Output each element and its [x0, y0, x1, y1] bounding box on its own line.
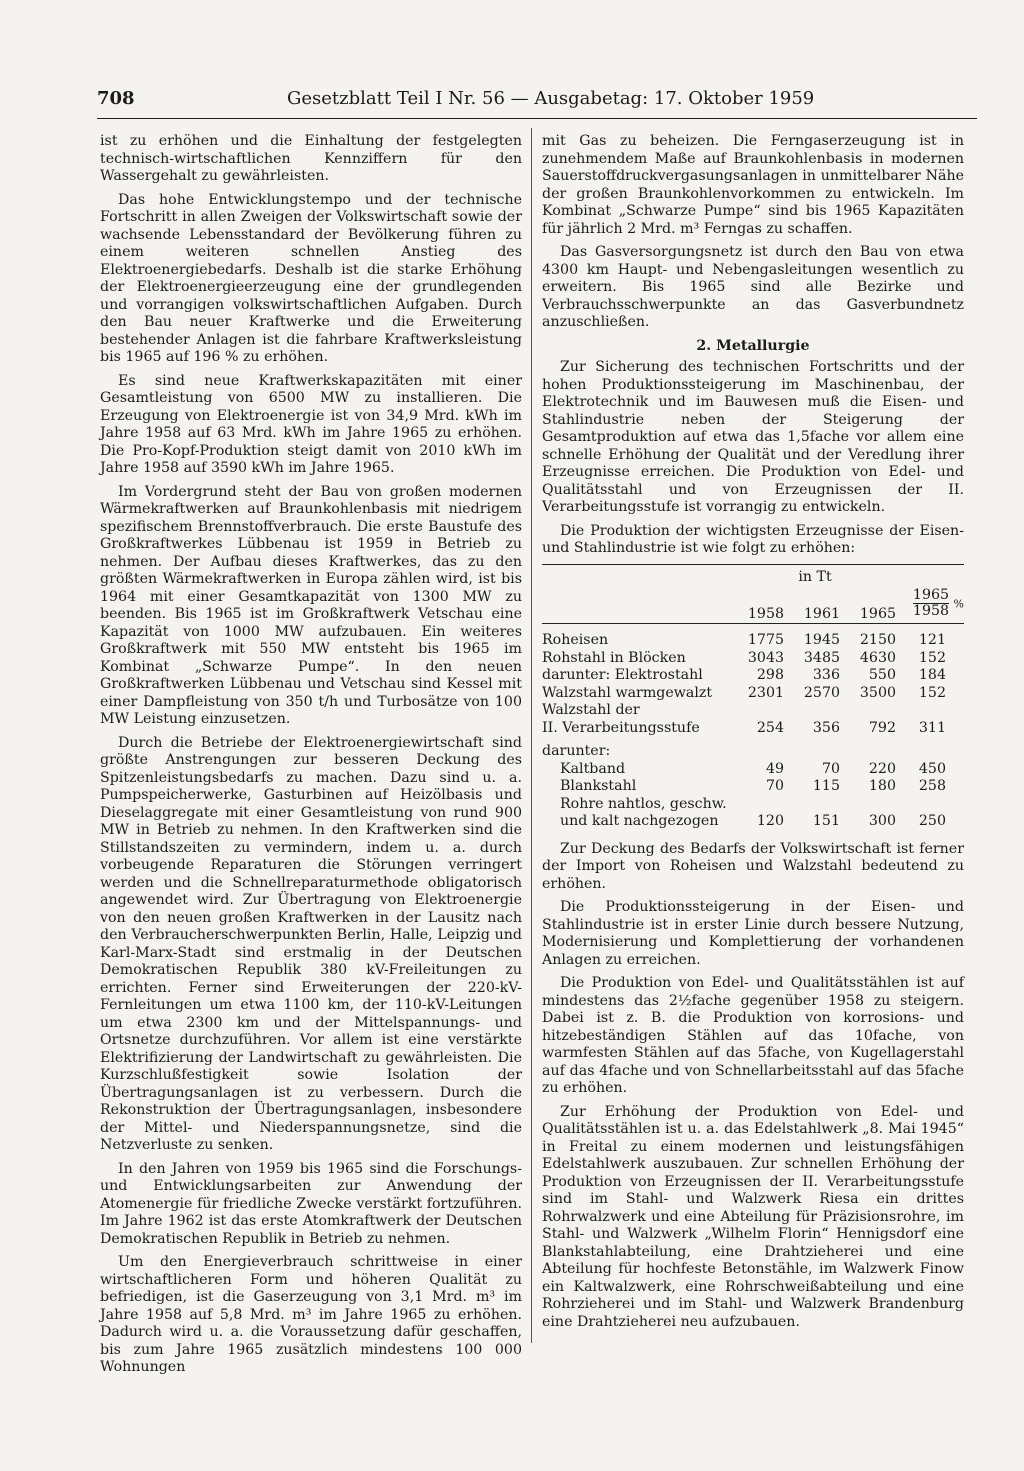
column-header-1965: 1965: [859, 605, 896, 622]
unit-header: in Tt: [798, 568, 832, 585]
production-table: [542, 564, 964, 831]
left-column: [100, 133, 522, 1383]
paragraph: mit Gas zu beheizen. Die Ferngaserzeugung ist in zunehmendem Maße auf Braunkohlenbasis in modernen Sauerstoffdruckvergasungsanlagen in unmittelbarer Nähe der großen Braunkohlenvorkommen zu entwickeln. Im Kombinat „Schwarze Pumpe“ sind bis 1965 Kapazitäten für jährlich 2 Mrd. m³ Ferngas zu schaffen.: [542, 133, 964, 237]
paragraph: Das Gasversorgungsnetz ist durch den Bau von etwa 4300 km Haupt- und Nebengasleitungen wesentlich zu erweitern. Bis 1965 sind alle Bezirke und Verbrauchsschwerpunkte an das Gasverbundnetz anzuschließen.: [542, 244, 964, 330]
column-header-1961: 1961: [803, 605, 840, 622]
section-heading: 2. Metallurgie: [696, 337, 810, 354]
ratio-unit: %: [953, 597, 964, 611]
table-row: Walzstahl der: [542, 702, 640, 718]
right-column: [542, 133, 964, 1337]
paragraph: In den Jahren von 1959 bis 1965 sind die Forschungs- und Entwicklungsarbeiten zur Anwendung der Atomenergie für friedliche Zwecke verstärkt fortzuführen. Im Jahre 1962 ist das erste Atomkraftwerk der Deutschen Demokratischen Republik in Betrieb zu nehmen.: [100, 1160, 522, 1247]
paragraph: Zur Deckung des Bedarfs der Volkswirtschaft ist ferner der Import von Roheisen und Walzstahl bedeutend zu erhöhen.: [542, 840, 964, 892]
column-header-1958: 1958: [747, 605, 784, 622]
column-divider: [531, 128, 532, 1343]
table-row: Rohstahl in Blöcken 3043 3485 4630 152: [542, 649, 946, 666]
table-row: Rohre nahtlos, geschw.: [560, 795, 727, 812]
table-row: darunter:: [542, 743, 611, 759]
paragraph: Das hohe Entwicklungstempo und der technische Fortschritt in allen Zweigen der Volkswirtschaft sowie der wachsende Lebensstandard der Bevölkerung führen zu einem weiteren schnellen Anstieg des Elektroenergiebedarfs. Deshalb ist die starke Erhöhung der Elektroenergieerzeugung eine der grundlegenden und vorrangigen volkswirtschaftlichen Aufgaben. Durch den Bau neuer Kraftwerke und die Erweiterung bestehender Anlagen ist die fahrbare Kraftwerksleistung bis 1965 auf 196 % zu erhöhen.: [100, 191, 522, 365]
page-number: 708: [97, 88, 135, 109]
paragraph: ist zu erhöhen und die Einhaltung der festgelegten technisch-wirtschaftlichen Kennziffern für den Wassergehalt zu gewährleisten.: [100, 133, 522, 184]
ratio-numerator: 1965: [912, 587, 950, 603]
header-title: Gesetzblatt Teil I Nr. 56 — Ausgabetag: 17. Oktober 1959: [287, 88, 815, 109]
paragraph: Durch die Betriebe der Elektroenergiewirtschaft sind größte Anstrengungen zur besseren Deckung des Spitzenleistungsbedarfs zu machen. Dazu sind u. a. Pumpspeicherwerke, Gasturbinen auf Heizölbasis und Dieselaggregate mit einer Gesamtleistung von rund 900 MW in Betrieb zu nehmen. In den Kraftwerken sind die Stillstandszeiten zu vermindern, indem u. a. durch vorbeugende Reparaturen die Störungen verringert werden und die Schnellreparaturmethode obligatorisch angewendet wird. Zur Übertragung von Elektroenergie von den neuen großen Kraftwerken in der Lausitz nach den Verbraucherschwerpunkten Berlin, Halle, Leipzig und Karl-Marx-Stadt sind erstmalig in der Deutschen Demokratischen Republik 380 kV-Freileitungen zu errichten. Ferner sind Erweiterungen der 220-kV-Fernleitungen um etwa 1100 km, der 110-kV-Leitungen um etwa 2300 km und der Mittelspannungs- und Ortsnetze durchzuführen. Vor allem ist eine verstärkte Elektrifizierung der Landwirtschaft zu gewährleisten. Die Kurzschlußfestigkeit sowie Isolation der Übertragungsanlagen ist zu verbessern. Durch die Rekonstruktion der Übertragungsanlagen, insbesondere der Mittel- und Niederspannungsnetze, sind die Netzverluste zu senken.: [100, 734, 522, 1153]
table-row: II. Verarbeitungsstufe 254 356 792 311: [542, 719, 946, 736]
table-row: Kaltband 49 70 220 450: [560, 760, 946, 777]
table-row: darunter: Elektrostahl 298 336 550 184: [542, 667, 946, 683]
paragraph: Die Produktionssteigerung in der Eisen- und Stahlindustrie ist in erster Linie durch bessere Nutzung, Modernisierung und Komplettierung der vorhandenen Anlagen zu erreichen.: [542, 899, 964, 968]
paragraph: Die Produktion von Edel- und Qualitätsstählen ist auf mindestens das 2½fache gegenüber 1958 zu steigern. Dabei ist z. B. die Produktion von korrosions- und hitzebeständigen Stählen auf das 10fache, von warmfesten Stählen auf das 5fache, von Kugellagerstahl auf das 4fache und von Schnellarbeitsstahl auf das 5fache zu erhöhen.: [542, 975, 964, 1096]
paragraph: Es sind neue Kraftwerkskapazitäten mit einer Gesamtleistung von 6500 MW zu installieren. Die Erzeugung von Elektroenergie ist von 34,9 Mrd. kWh im Jahre 1958 auf 63 Mrd. kWh im Jahre 1965 zu erhöhen. Die Pro-Kopf-Produktion steigt damit von 2010 kWh im Jahre 1958 auf 3590 kWh im Jahre 1965.: [100, 372, 522, 476]
page-header: [97, 88, 977, 119]
table-row: Blankstahl 70 115 180 258: [560, 778, 946, 794]
paragraph: Die Produktion der wichtigsten Erzeugnisse der Eisen- und Stahlindustrie ist wie folgt zu erhöhen:: [542, 522, 964, 556]
table-row: und kalt nachgezogen 120 151 300 250: [560, 813, 946, 829]
paragraph: Um den Energieverbrauch schrittweise in einer wirtschaftlicheren Form und höheren Qualität zu befriedigen, ist die Gaserzeugung von 3,1 Mrd. m³ im Jahre 1958 auf 5,8 Mrd. m³ im Jahre 1965 zu erhöhen. Dadurch wird u. a. die Voraussetzung dafür geschaffen, bis zum Jahre 1965 zusätzlich mindestens 100 000 Wohnungen: [100, 1254, 522, 1375]
paragraph: Zur Erhöhung der Produktion von Edel- und Qualitätsstählen ist u. a. das Edelstahlwerk „8. Mai 1945“ in Freital zu einem modernen und leistungsfähigen Edelstahlwerk auszubauen. Zur schnellen Erhöhung der Produktion von Erzeugnissen der II. Verarbeitungsstufe sind im Stahl- und Walzwerk Riesa ein drittes Rohrwalzwerk und eine Abteilung für Präzisionsrohre, im Stahl- und Walzwerk „Wilhelm Florin“ Hennigsdorf eine Blankstahlabteilung, eine Drahtzieherei und eine Abteilung für hochfeste Betonstähle, im Walzwerk Finow ein Kaltwalzwerk, eine Rohrschweißabteilung und eine Rohrzieherei und im Stahl- und Walzwerk Brandenburg eine Drahtzieherei neu aufzubauen.: [542, 1103, 964, 1330]
column-header-ratio: [900, 586, 964, 624]
paragraph: Zur Sicherung des technischen Fortschritts und der hohen Produktionssteigerung im Maschinenbau, der Elektrotechnik und im Bauwesen muß die Eisen- und Stahlindustrie neben der Steigerung der Gesamtproduktion auf etwa das 1,5fache vor allem eine schnelle Erhöhung der Qualität und der Veredlung ihrer Erzeugnisse erreichen. Die Produktion von Edel- und Qualitätsstahl und von Erzeugnissen der II. Verarbeitungsstufe ist vorrangig zu entwickeln.: [542, 359, 964, 515]
table-row: Walzstahl warmgewalzt 2301 2570 3500 152: [542, 684, 946, 701]
paragraph: Im Vordergrund steht der Bau von großen modernen Wärmekraftwerken auf Braunkohlenbasis mit niedrigem spezifischem Brennstoffverbrauch. Die erste Baustufe des Großkraftwerkes Lübbenau ist 1959 in Betrieb zu nehmen. Der Aufbau dieses Kraftwerkes, das zu den größten Wärmekraftwerken in Europa zählen wird, ist bis 1964 mit einer Gesamtkapazität von 1300 MW zu beenden. Bis 1965 ist im Großkraftwerk Vetschau eine Kapazität von 1000 MW aufzubauen. Ein weiteres Großkraftwerk mit 550 MW entsteht bis 1965 im Kombinat „Schwarze Pumpe“. In den neuen Großkraftwerken Lübbenau und Vetschau sind Kessel mit einer Dampfleistung von 350 t/h und Turbosätze von 100 MW Leistung einzusetzen.: [100, 483, 522, 727]
table-row: Roheisen 1775 1945 2150 121: [542, 632, 946, 648]
ratio-denominator: 1958: [912, 603, 950, 619]
